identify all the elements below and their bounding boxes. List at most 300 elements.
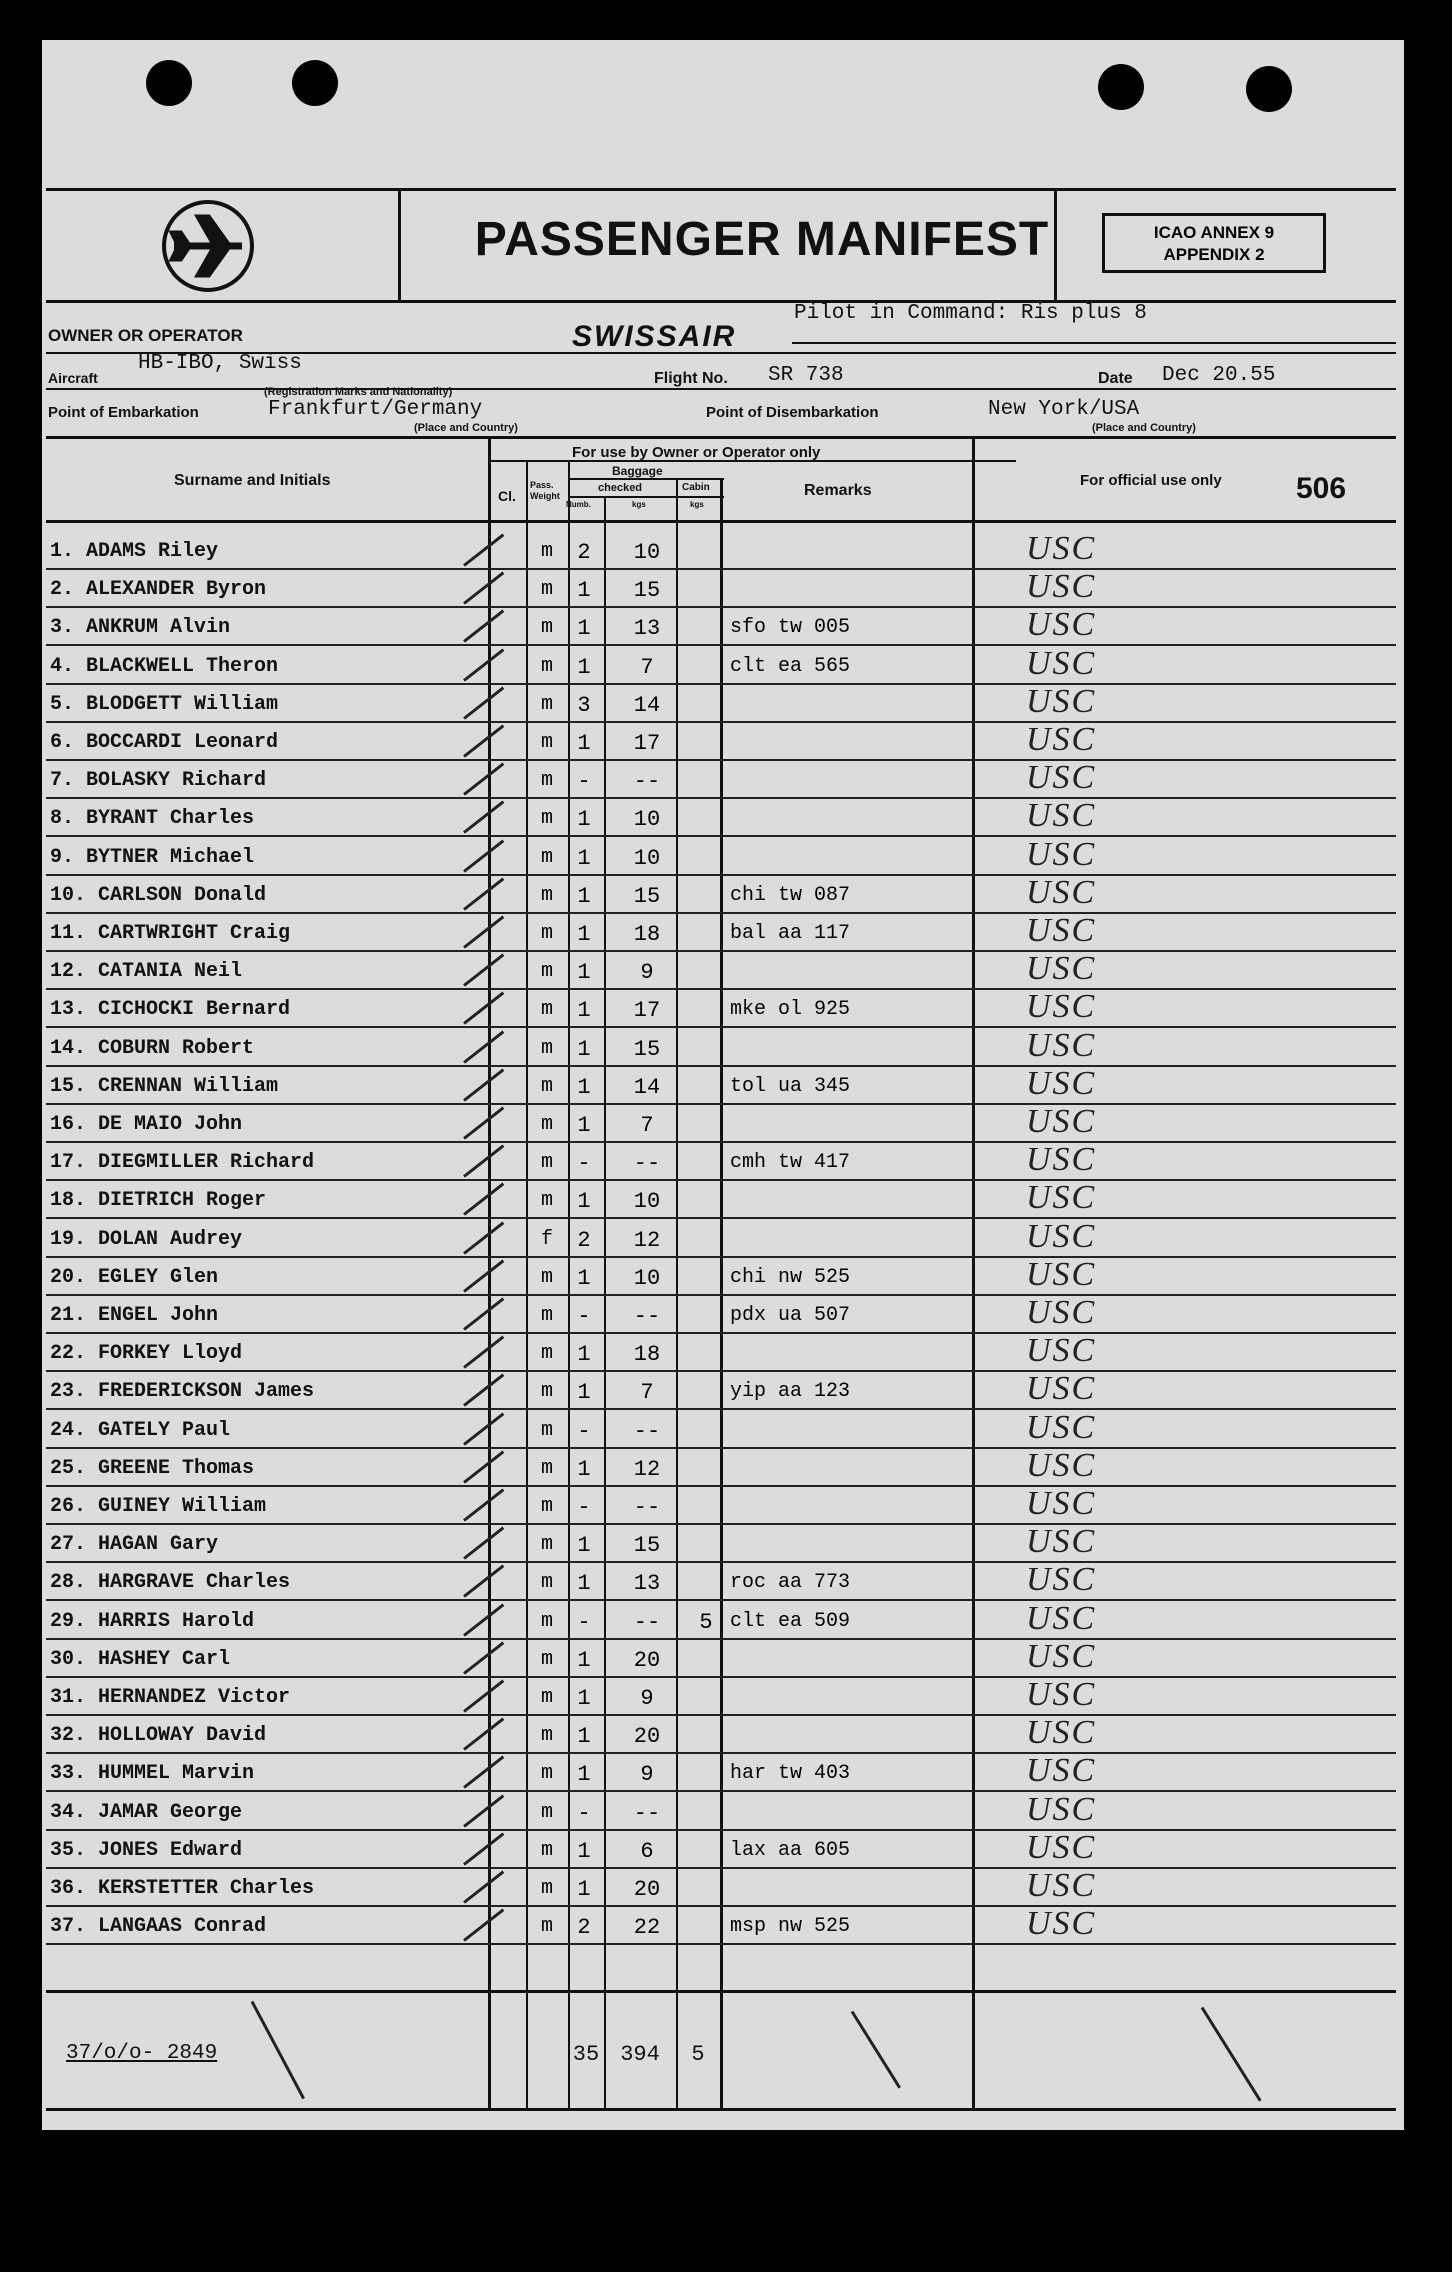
passenger-name: 6. BOCCARDI Leonard (50, 731, 279, 754)
passenger-weight-class: m (540, 807, 553, 831)
connection-remark: roc aa 773 (730, 1571, 851, 1595)
table-row (46, 1907, 1396, 1945)
official-use-initials: USC (1026, 835, 1097, 873)
surname-header: Surname and Initials (174, 472, 331, 489)
passenger-weight-class: m (540, 1151, 553, 1175)
table-row (46, 682, 1396, 723)
official-use-initials: USC (1026, 1561, 1097, 1599)
checked-bag-count: - (577, 1495, 591, 1520)
passenger-weight-class: m (540, 692, 553, 716)
checked-bag-kgs: 17 (633, 731, 661, 756)
checked-bag-kgs: 10 (633, 1189, 661, 1215)
checked-bag-kgs: 15 (633, 1036, 661, 1062)
checked-bag-kgs: -- (633, 1304, 661, 1329)
official-use-initials: USC (1026, 1790, 1097, 1828)
official-use-initials: USC (1026, 644, 1097, 682)
flight-label: Flight No. (654, 370, 728, 387)
icao-line: ICAO ANNEX 9 (1153, 223, 1275, 242)
official-use-initials: USC (1026, 721, 1097, 758)
kgs-header: kgs (632, 500, 646, 509)
rule (568, 496, 724, 498)
rule (792, 342, 1396, 344)
connection-remark: chi tw 087 (730, 883, 851, 907)
checked-bag-count: 2 (577, 540, 591, 565)
page-number: 506 (1296, 472, 1347, 505)
passenger-weight-class: m (540, 1495, 553, 1518)
passenger-weight-class: m (540, 1609, 553, 1633)
disembarkation-value: New York/USA (988, 398, 1140, 421)
check-mark-icon (463, 1221, 504, 1254)
official-use-initials: USC (1026, 1676, 1097, 1713)
check-mark-icon (463, 1030, 504, 1063)
passenger-weight-class: m (540, 1342, 553, 1366)
connection-remark: msp nw 525 (730, 1915, 851, 1939)
table-row (46, 990, 1396, 1028)
remarks-header: Remarks (804, 482, 872, 499)
checked-bag-count: 1 (577, 1533, 591, 1559)
checked-bag-count: 1 (577, 1380, 591, 1406)
checked-bag-count: 1 (577, 1074, 591, 1100)
table-row (46, 1487, 1396, 1525)
official-use-initials: USC (1026, 606, 1097, 644)
passenger-weight-class: m (540, 1113, 553, 1136)
checked-bag-kgs: 13 (633, 616, 661, 642)
check-mark-icon (463, 1298, 504, 1331)
table-row (46, 1026, 1396, 1067)
checked-bag-kgs: 10 (633, 807, 661, 833)
table-row (46, 1408, 1396, 1449)
checked-bag-kgs: -- (633, 1800, 661, 1826)
official-use-initials: USC (1026, 950, 1097, 988)
punch-hole (1246, 66, 1292, 112)
checked-bag-count: 1 (577, 845, 591, 871)
checked-bag-kgs: 12 (633, 1227, 661, 1253)
passenger-weight-class: m (540, 1304, 553, 1327)
official-use-initials: USC (1026, 1141, 1097, 1179)
table-row (46, 1181, 1396, 1219)
icao-line: APPENDIX 2 (1163, 245, 1265, 264)
header-top-rule (46, 188, 1396, 191)
check-mark-icon (463, 1374, 504, 1407)
checked-bag-count: 1 (577, 1113, 591, 1138)
check-mark-icon (463, 1489, 504, 1522)
official-use-initials: USC (1026, 1714, 1097, 1752)
pass-weight-header: Pass. Weight (530, 480, 560, 501)
table-row (46, 644, 1396, 685)
flight-value: SR 738 (768, 364, 844, 387)
official-use-initials: USC (1026, 1064, 1097, 1102)
manifest-sheet (42, 40, 1404, 2130)
check-mark-icon (463, 725, 504, 758)
airplane-logo-icon (162, 200, 254, 292)
passenger-weight-class: m (540, 1838, 553, 1862)
checked-bag-kgs: 7 (640, 1380, 654, 1406)
check-mark-icon (463, 1183, 504, 1216)
connection-remark: chi nw 525 (730, 1265, 851, 1289)
checked-bag-count: 1 (577, 883, 591, 909)
official-use-initials: USC (1026, 530, 1097, 567)
checked-bag-kgs: 14 (633, 692, 661, 718)
rule (46, 388, 1396, 390)
table-row (46, 1143, 1396, 1181)
total-cabin: 5 (691, 2042, 705, 2067)
check-mark-icon (463, 1527, 504, 1560)
official-use-initials: USC (1026, 1103, 1097, 1140)
checked-bag-count: 3 (577, 692, 591, 718)
passenger-name: 11. CARTWRIGHT Craig (50, 922, 291, 945)
official-use-initials: USC (1026, 1637, 1097, 1675)
passenger-name: 29. HARRIS Harold (50, 1609, 255, 1633)
checked-bag-count: 1 (577, 807, 591, 833)
owner-use-header: For use by Owner or Operator only (572, 444, 821, 461)
official-use-initials: USC (1026, 873, 1097, 911)
table-row (46, 1754, 1396, 1792)
icao-box (1102, 213, 1326, 273)
passenger-weight-class: m (540, 1571, 553, 1595)
connection-remark: sfo tw 005 (730, 616, 851, 640)
passenger-name: 32. HOLLOWAY David (50, 1724, 267, 1748)
passenger-weight-class: m (540, 1724, 553, 1748)
check-mark-icon (463, 1794, 504, 1827)
checked-bag-count: - (577, 769, 591, 795)
check-mark-icon (463, 686, 504, 719)
checked-bag-kgs: 20 (633, 1724, 661, 1750)
checked-bag-kgs: 22 (633, 1915, 661, 1941)
official-use-initials: USC (1026, 1867, 1097, 1904)
passenger-name: 33. HUMMEL Marvin (50, 1762, 255, 1786)
row-rule (46, 1943, 1396, 1945)
check-mark-icon (463, 1680, 504, 1713)
checked-header: checked (598, 482, 643, 494)
passenger-name: 34. JAMAR George (50, 1800, 243, 1824)
passenger-name: 5. BLODGETT William (50, 692, 279, 716)
passenger-weight-class: m (540, 883, 553, 907)
passenger-name: 18. DIETRICH Roger (50, 1189, 267, 1213)
check-mark-icon (463, 763, 504, 796)
check-mark-icon (463, 534, 504, 567)
embarkation-value: Frankfurt/Germany (268, 398, 483, 421)
passenger-name: 7. BOLASKY Richard (50, 769, 267, 793)
table-row (46, 608, 1396, 646)
passenger-name: 19. DOLAN Audrey (50, 1227, 243, 1251)
passenger-name: 23. FREDERICKSON James (50, 1380, 315, 1404)
table-row (46, 1064, 1396, 1105)
connection-remark: clt ea 565 (730, 654, 851, 678)
check-mark-icon (463, 916, 504, 949)
checked-bag-count: 1 (577, 1265, 591, 1291)
bottom-rule (46, 2108, 1396, 2111)
check-mark-icon (463, 1603, 504, 1636)
table-row (46, 1790, 1396, 1831)
checked-bag-count: 1 (577, 1877, 591, 1902)
official-use-initials: USC (1026, 988, 1097, 1026)
passenger-weight-class: m (540, 1762, 553, 1786)
checked-bag-count: 1 (577, 1838, 591, 1864)
table-row (46, 532, 1396, 570)
passenger-weight-class: m (540, 1647, 553, 1671)
checked-bag-kgs: 10 (633, 1265, 661, 1291)
check-mark-icon (463, 1259, 504, 1292)
connection-remark: tol ua 345 (730, 1074, 851, 1098)
strike-mark (1201, 2007, 1262, 2102)
table-row (46, 1599, 1396, 1640)
check-mark-icon (463, 839, 504, 872)
checked-bag-kgs: 15 (633, 883, 661, 909)
checked-bag-count: 1 (577, 1036, 591, 1062)
passenger-name: 26. GUINEY William (50, 1495, 267, 1518)
connection-remark: mke ol 925 (730, 998, 851, 1022)
strike-mark (251, 2001, 305, 2100)
airline-name: SWISSAIR (572, 320, 737, 353)
checked-bag-count: 1 (577, 1647, 591, 1673)
connection-remark: pdx ua 507 (730, 1304, 851, 1327)
rule (568, 478, 724, 480)
checked-bag-count: - (577, 1151, 591, 1177)
official-use-initials: USC (1026, 682, 1097, 720)
checked-bag-kgs: 9 (640, 960, 654, 986)
passenger-weight-class: m (540, 1533, 553, 1557)
check-mark-icon (463, 1871, 504, 1904)
check-mark-icon (463, 1565, 504, 1598)
date-value: Dec 20.55 (1162, 364, 1276, 387)
checked-bag-count: 1 (577, 960, 591, 986)
official-use-initials: USC (1026, 1828, 1097, 1866)
table-row (46, 1678, 1396, 1716)
official-use-initials: USC (1026, 568, 1097, 606)
official-use-initials: USC (1026, 1217, 1097, 1255)
place-note: (Place and Country) (414, 422, 518, 434)
check-mark-icon (463, 954, 504, 987)
rule (46, 1990, 1396, 1993)
check-mark-icon (463, 572, 504, 605)
checked-bag-count: 2 (577, 1915, 591, 1941)
checked-bag-kgs: 7 (640, 1113, 654, 1138)
passenger-name: 25. GREENE Thomas (50, 1456, 255, 1480)
checked-bag-kgs: 9 (640, 1762, 654, 1788)
official-use-initials: USC (1026, 1905, 1097, 1943)
checked-bag-count: 1 (577, 1571, 591, 1597)
header-divider (398, 188, 401, 300)
passenger-name: 12. CATANIA Neil (50, 960, 243, 984)
table-row (46, 1525, 1396, 1563)
checked-bag-kgs: 15 (633, 1533, 661, 1559)
checked-bag-kgs: -- (633, 769, 661, 795)
check-mark-icon (463, 1909, 504, 1942)
passenger-weight-class: f (540, 1227, 553, 1251)
cabin-bag-kgs: 5 (699, 1609, 713, 1635)
passenger-name: 36. KERSTETTER Charles (50, 1877, 315, 1900)
registration-note: (Registration Marks and Nationality) (264, 386, 453, 398)
official-use-initials: USC (1026, 1485, 1097, 1522)
official-use-initials: USC (1026, 1523, 1097, 1561)
passenger-weight-class: m (540, 1877, 553, 1900)
table-row (46, 570, 1396, 608)
passenger-name: 17. DIEGMILLER Richard (50, 1151, 315, 1175)
checked-bag-kgs: 17 (633, 998, 661, 1024)
table-row (46, 723, 1396, 761)
passenger-weight-class: m (540, 960, 553, 984)
checked-bag-count: 1 (577, 1342, 591, 1368)
passenger-weight-class: m (540, 1074, 553, 1098)
checked-bag-count: - (577, 1800, 591, 1826)
date-label: Date (1098, 370, 1133, 387)
checked-bag-count: 1 (577, 578, 591, 604)
table-row (46, 1446, 1396, 1487)
passenger-name: 28. HARGRAVE Charles (50, 1571, 291, 1595)
checked-bag-kgs: -- (633, 1609, 661, 1635)
table-row (46, 1296, 1396, 1334)
passenger-weight-class: m (540, 578, 553, 602)
passenger-name: 27. HAGAN Gary (50, 1533, 219, 1557)
check-mark-icon (463, 610, 504, 643)
page-title: PASSENGER MANIFEST (474, 213, 1050, 266)
disembarkation-label: Point of Disembarkation (706, 404, 879, 421)
official-use-initials: USC (1026, 1179, 1097, 1217)
table-row (46, 1828, 1396, 1869)
place-note: (Place and Country) (1092, 422, 1196, 434)
checked-bag-count: - (577, 1304, 591, 1329)
aircraft-value: HB-IBO, Swiss (138, 352, 302, 375)
passenger-name: 35. JONES Edward (50, 1838, 243, 1862)
passenger-weight-class: m (540, 1915, 553, 1939)
passenger-name: 1. ADAMS Riley (50, 540, 219, 563)
passenger-name: 9. BYTNER Michael (50, 845, 255, 869)
table-row (46, 914, 1396, 952)
passenger-name: 2. ALEXANDER Byron (50, 578, 267, 602)
passenger-name: 24. GATELY Paul (50, 1418, 231, 1442)
passenger-name: 22. FORKEY Lloyd (50, 1342, 243, 1366)
check-mark-icon (463, 1107, 504, 1140)
checked-bag-kgs: 10 (633, 540, 661, 565)
passenger-weight-class: m (540, 1189, 553, 1213)
check-mark-icon (463, 1718, 504, 1751)
passenger-weight-class: m (540, 1036, 553, 1060)
table-row (46, 835, 1396, 876)
checked-bag-count: 1 (577, 1724, 591, 1750)
check-mark-icon (463, 1145, 504, 1178)
check-mark-icon (463, 992, 504, 1025)
pilot-in-command: Pilot in Command: Ris plus 8 (794, 302, 1147, 325)
official-use-header: For official use only (1080, 472, 1222, 489)
checked-bag-kgs: -- (633, 1418, 661, 1444)
numb-header: Numb. (566, 500, 591, 509)
passenger-name: 16. DE MAIO John (50, 1113, 243, 1136)
passenger-name: 15. CRENNAN William (50, 1074, 279, 1098)
official-use-initials: USC (1026, 1255, 1097, 1293)
table-row (46, 1869, 1396, 1907)
check-mark-icon (463, 1832, 504, 1865)
table-row (46, 1716, 1396, 1754)
table-row (46, 952, 1396, 990)
official-use-initials: USC (1026, 1026, 1097, 1064)
connection-remark: har tw 403 (730, 1762, 851, 1786)
table-row (46, 1105, 1396, 1143)
passenger-name: 3. ANKRUM Alvin (50, 616, 231, 640)
checked-bag-kgs: 6 (640, 1838, 654, 1864)
table-row (46, 1255, 1396, 1296)
checked-bag-count: 2 (577, 1227, 591, 1253)
checked-bag-kgs: 9 (640, 1686, 654, 1711)
total-pieces: 35 (572, 2042, 600, 2067)
table-row (46, 1563, 1396, 1601)
rule (46, 436, 1396, 439)
passenger-weight-class: m (540, 540, 553, 563)
connection-remark: yip aa 123 (730, 1380, 851, 1404)
checked-bag-kgs: 14 (633, 1074, 661, 1100)
passenger-weight-class: m (540, 845, 553, 869)
passenger-weight-class: m (540, 654, 553, 678)
passenger-name: 10. CARLSON Donald (50, 883, 267, 907)
official-use-initials: USC (1026, 797, 1097, 835)
passenger-weight-class: m (540, 1418, 553, 1442)
checked-bag-count: 1 (577, 998, 591, 1024)
strike-mark (851, 2011, 901, 2089)
check-mark-icon (463, 1450, 504, 1483)
passenger-weight-class: m (540, 731, 553, 754)
total-kgs: 394 (620, 2042, 660, 2067)
passenger-weight-class: m (540, 922, 553, 945)
checked-bag-kgs: -- (633, 1151, 661, 1177)
connection-remark: lax aa 605 (730, 1838, 851, 1862)
checked-bag-count: 1 (577, 616, 591, 642)
check-mark-icon (463, 1756, 504, 1789)
official-use-initials: USC (1026, 1370, 1097, 1408)
checked-bag-count: - (577, 1609, 591, 1635)
passenger-name: 20. EGLEY Glen (50, 1265, 219, 1289)
table-row (46, 1334, 1396, 1372)
passenger-weight-class: m (540, 769, 553, 793)
passenger-name: 31. HERNANDEZ Victor (50, 1686, 291, 1709)
header-bottom-rule (46, 300, 1396, 303)
punch-hole (1098, 64, 1144, 110)
passenger-weight-class: m (540, 1456, 553, 1480)
passenger-name: 4. BLACKWELL Theron (50, 654, 279, 678)
table-row (46, 1217, 1396, 1258)
official-use-initials: USC (1026, 759, 1097, 797)
embarkation-label: Point of Embarkation (48, 404, 199, 421)
official-use-initials: USC (1026, 1332, 1097, 1370)
checked-bag-count: 1 (577, 731, 591, 756)
kgs-header: kgs (690, 500, 704, 509)
checked-bag-kgs: 7 (640, 654, 654, 680)
baggage-header: Baggage (612, 464, 663, 478)
check-mark-icon (463, 801, 504, 834)
checked-bag-count: 1 (577, 654, 591, 680)
check-mark-icon (463, 1336, 504, 1369)
table-row (46, 1637, 1396, 1678)
passenger-name: 30. HASHEY Carl (50, 1647, 231, 1671)
passenger-weight-class: m (540, 616, 553, 640)
official-use-initials: USC (1026, 1599, 1097, 1637)
passenger-name: 37. LANGAAS Conrad (50, 1915, 267, 1939)
official-use-initials: USC (1026, 912, 1097, 949)
official-use-initials: USC (1026, 1752, 1097, 1790)
totals-summary: 37/o/o- 2849 (66, 2042, 218, 2065)
table-row (46, 873, 1396, 914)
punch-hole (292, 60, 338, 106)
checked-bag-kgs: 10 (633, 845, 661, 871)
connection-remark: bal aa 117 (730, 922, 851, 945)
checked-bag-kgs: 20 (633, 1647, 661, 1673)
check-mark-icon (463, 1412, 504, 1445)
checked-bag-count: 1 (577, 1686, 591, 1711)
connection-remark: cmh tw 417 (730, 1151, 851, 1175)
checked-bag-kgs: 13 (633, 1571, 661, 1597)
passenger-weight-class: m (540, 1800, 553, 1824)
passenger-weight-class: m (540, 1380, 553, 1404)
checked-bag-count: - (577, 1418, 591, 1444)
official-use-initials: USC (1026, 1408, 1097, 1446)
